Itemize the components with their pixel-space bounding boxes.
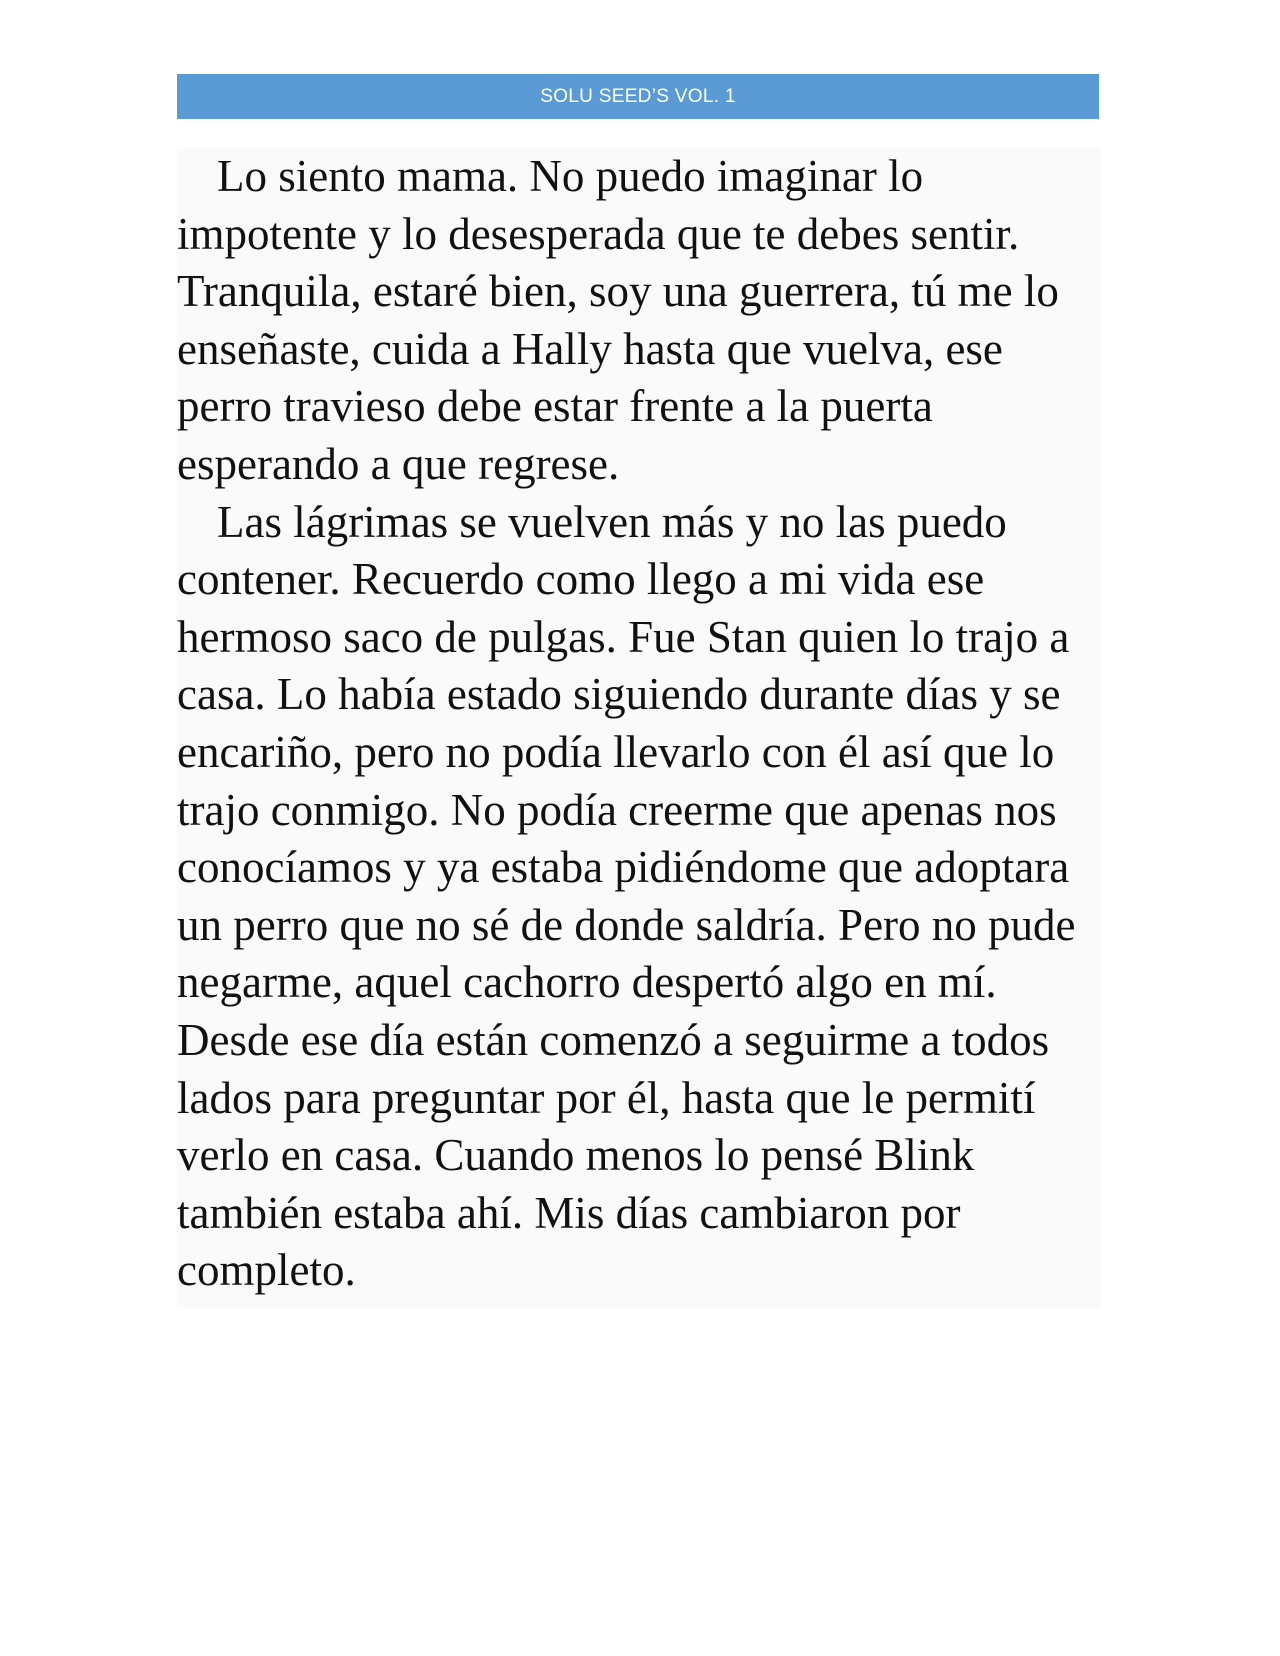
- paragraph-1: Lo siento mama. No puedo imaginar lo impotente y lo desesperada que te debes sentir. Tranquila, estaré bien, soy una guerrera, tú me lo enseñaste, cuida a Hally hasta que vuelva, ese perro travieso debe estar frente a la puerta esperando a que regrese.: [177, 151, 1059, 489]
- header-title: SOLU SEED’S VOL. 1: [540, 85, 736, 107]
- running-header: [177, 74, 1099, 119]
- page-body: [177, 148, 1101, 1308]
- paragraph-2: Las lágrimas se vuelven más y no las puedo contener. Recuerdo como llego a mi vida ese hermoso saco de pulgas. Fue Stan quien lo trajo a casa. Lo había estado siguiendo durante días y se encariño, pero no podía llevarlo con él así que lo trajo conmigo. No podía creerme que apenas nos conocíamos y ya estaba pidiéndome que adoptara un perro que no sé de donde saldría. Pero no pude negarme, aquel cachorro despertó algo en mí. Desde ese día están comenzó a seguirme a todos lados para preguntar por él, hasta que le permití verlo en casa. Cuando menos lo pensé Blink también estaba ahí. Mis días cambiaron por completo.: [177, 496, 1076, 1296]
